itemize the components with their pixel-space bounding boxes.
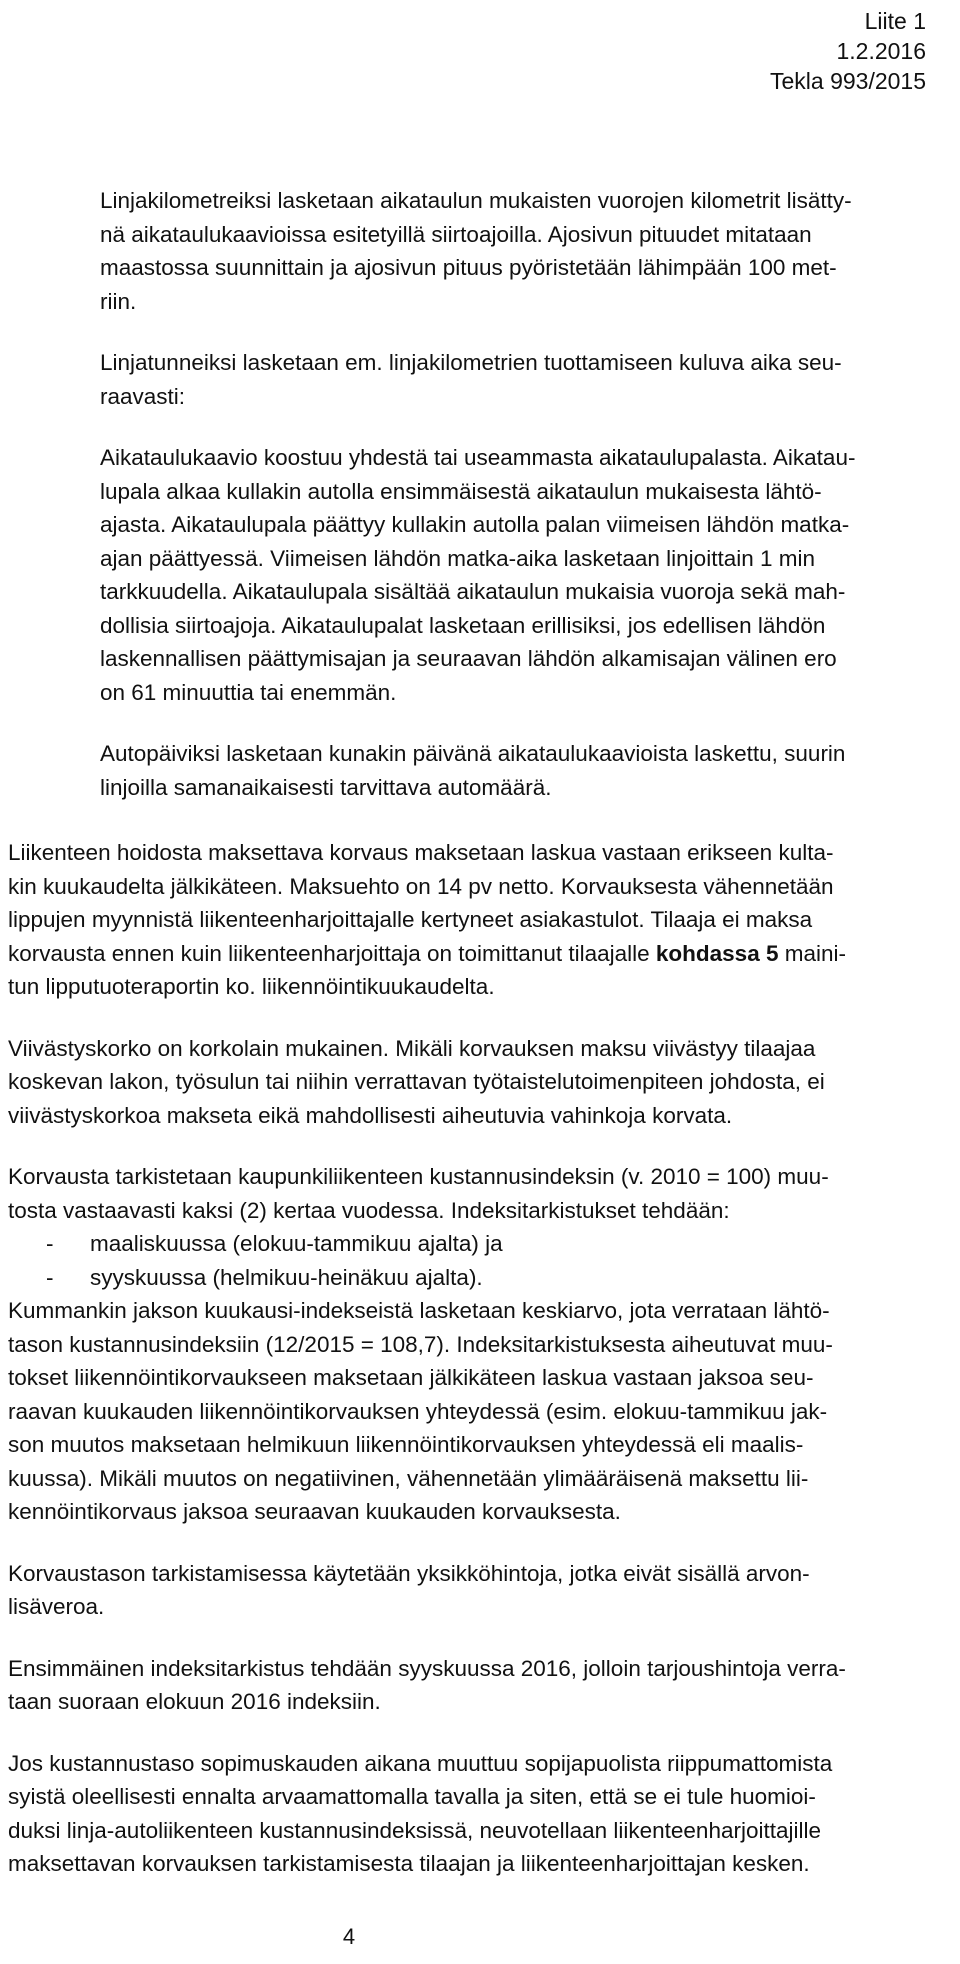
text-line: Linjakilometreiksi lasketaan aikataulun mukaisten vuorojen kilometrit lisätty- xyxy=(100,188,852,213)
paragraph-unit-prices xyxy=(8,1557,952,1624)
text-line: tun lipputuoteraportin ko. liikennöintikuukaudelta. xyxy=(8,974,495,999)
text-line: Viivästyskorko on korkolain mukainen. Mikäli korvauksen maksu viivästyy tilaajaa xyxy=(8,1035,816,1061)
text-line: Liikenteen hoidosta maksettava korvaus maksetaan laskua vastaan erikseen kulta- xyxy=(8,840,834,865)
list-item-text: maaliskuussa (elokuu-tammikuu ajalta) ja xyxy=(90,1231,503,1256)
text-line: tosta vastaavasti kaksi (2) kertaa vuodessa. Indeksitarkistukset tehdään: xyxy=(8,1197,730,1223)
text-line xyxy=(8,937,952,971)
paragraph-line-kilometers xyxy=(8,184,952,318)
paragraph-line-hours xyxy=(8,346,952,413)
text-line: koskevan lakon, työsulun tai niihin verrattavan työtaistelutoimenpiteen johdosta, ei xyxy=(8,1069,825,1094)
text-line: Korvausta tarkistetaan kaupunkiliikenteen kustannusindeksin (v. 2010 = 100) muu- xyxy=(8,1164,829,1189)
text-line: maastossa suunnittain ja ajosivun pituus pyöristetään lähimpään 100 met- xyxy=(100,255,837,280)
text-line: riin. xyxy=(100,288,137,314)
text-line: dollisia siirtoajoja. Aikataulupalat lasketaan erillisiksi, jos edellisen lähdön xyxy=(100,612,826,638)
text-line: Autopäiviksi lasketaan kunakin päivänä aikataulukaavioista laskettu, suurin xyxy=(100,741,846,766)
paragraph-first-review xyxy=(8,1652,952,1719)
text-span: maini- xyxy=(778,940,846,966)
text-line: kin kuukaudelta jälkikäteen. Maksuehto on 14 pv netto. Korvauksesta vähennetään xyxy=(8,873,834,899)
text-line: Linjatunneiksi lasketaan em. linjakilometrien tuottamiseen kuluva aika seu- xyxy=(100,350,842,375)
document-body xyxy=(8,184,952,1881)
text-line: laskennallisen päättymisajan ja seuraavan lähdön alkamisajan välinen ero xyxy=(100,646,837,671)
attachment-label: Liite 1 xyxy=(864,8,926,34)
text-line: ajan päättyessä. Viimeisen lähdön matka-aika lasketaan linjoittain 1 min xyxy=(100,545,815,571)
page-number: 4 xyxy=(342,1924,356,1949)
list-item xyxy=(8,1261,952,1295)
text-line: tarkkuudella. Aikataulupala sisältää aikataulun mukaisia vuoroja sekä mah- xyxy=(100,579,846,604)
text-line: kuussa). Mikäli muutos on negatiivinen, vähennetään ylimääräisenä maksettu lii- xyxy=(8,1465,809,1491)
text-line: tokset liikennöintikorvaukseen maksetaan jälkikäteen laskua vastaan jaksoa seu- xyxy=(8,1365,814,1390)
paragraph-vehicle-days xyxy=(8,737,952,804)
text-line: viivästyskorkoa makseta eikä mahdollisesti aiheutuvia vahinkoja korvata. xyxy=(8,1102,733,1128)
text-line: ajasta. Aikataulupala päättyy kullakin autolla palan viimeisen lähdön matka- xyxy=(100,512,850,537)
paragraph-compensation-payment xyxy=(8,836,952,1004)
text-line: Aikataulukaavio koostuu yhdestä tai useammasta aikataulupalasta. Aikatau- xyxy=(100,445,856,470)
paragraph-schedule-blocks xyxy=(8,441,952,709)
text-line: lupala alkaa kullakin autolla ensimmäisestä aikataulun mukaisesta lähtö- xyxy=(100,478,822,504)
text-line: raavasti: xyxy=(100,383,186,409)
text-line: syistä oleellisesti ennalta arvaamattomalla tavalla ja siten, että se ei tule huomioi- xyxy=(8,1784,816,1809)
text-line: Ensimmäinen indeksitarkistus tehdään syyskuussa 2016, jolloin tarjoushintoja verra- xyxy=(8,1655,846,1681)
list-dash: - xyxy=(46,1264,54,1290)
text-line: tason kustannusindeksiin (12/2015 = 108,7). Indeksitarkistuksesta aiheutuvat muu- xyxy=(8,1331,833,1357)
paragraph-late-interest xyxy=(8,1032,952,1133)
text-line: nä aikataulukaavioissa esitetyillä siirtoajoilla. Ajosivun pituudet mitataan xyxy=(100,221,812,247)
text-span: korvausta ennen kuin liikenteenharjoittaja on toimittanut tilaajalle xyxy=(8,940,656,966)
paragraph-index-average xyxy=(8,1294,952,1529)
paragraph-index-review xyxy=(8,1160,952,1227)
text-line: lisäveroa. xyxy=(8,1594,105,1619)
text-line: son muutos maksetaan helmikuun liikennöintikorvauksen yhteydessä eli maalis- xyxy=(8,1432,804,1457)
text-line: maksettavan korvauksen tarkistamisesta tilaajan ja liikenteenharjoittajan kesken. xyxy=(8,1851,810,1876)
reference-number: Tekla 993/2015 xyxy=(769,68,926,94)
text-line: on 61 minuuttia tai enemmän. xyxy=(100,679,397,705)
text-line: Korvaustason tarkistamisessa käytetään yksikköhintoja, jotka eivät sisällä arvon- xyxy=(8,1560,810,1586)
index-review-list xyxy=(8,1227,952,1294)
list-item xyxy=(8,1227,952,1261)
section-reference: kohdassa 5 xyxy=(655,940,779,966)
text-line: raavan kuukauden liikennöintikorvauksen yhteydessä (esim. elokuu-tammikuu jak- xyxy=(8,1398,828,1424)
page-footer xyxy=(0,1924,960,1950)
document-header xyxy=(770,6,926,96)
document-date: 1.2.2016 xyxy=(836,38,926,64)
list-item-text: syyskuussa (helmikuu-heinäkuu ajalta). xyxy=(90,1264,483,1290)
list-dash: - xyxy=(46,1231,54,1256)
text-line: lippujen myynnistä liikenteenharjoittajalle kertyneet asiakastulot. Tilaaja ei maksa xyxy=(8,907,813,932)
text-line: linjoilla samanaikaisesti tarvittava automäärä. xyxy=(100,774,552,800)
text-line: Kummankin jakson kuukausi-indekseistä lasketaan keskiarvo, jota verrataan lähtö- xyxy=(8,1298,830,1323)
text-line: duksi linja-autoliikenteen kustannusindeksissä, neuvotellaan liikenteenharjoittajille xyxy=(8,1817,821,1843)
paragraph-cost-level-change xyxy=(8,1747,952,1881)
text-line: Jos kustannustaso sopimuskauden aikana muuttuu sopijapuolista riippumattomista xyxy=(8,1750,833,1776)
text-line: kennöintikorvaus jaksoa seuraavan kuukauden korvauksesta. xyxy=(8,1499,621,1524)
text-line: taan suoraan elokuun 2016 indeksiin. xyxy=(8,1689,381,1714)
